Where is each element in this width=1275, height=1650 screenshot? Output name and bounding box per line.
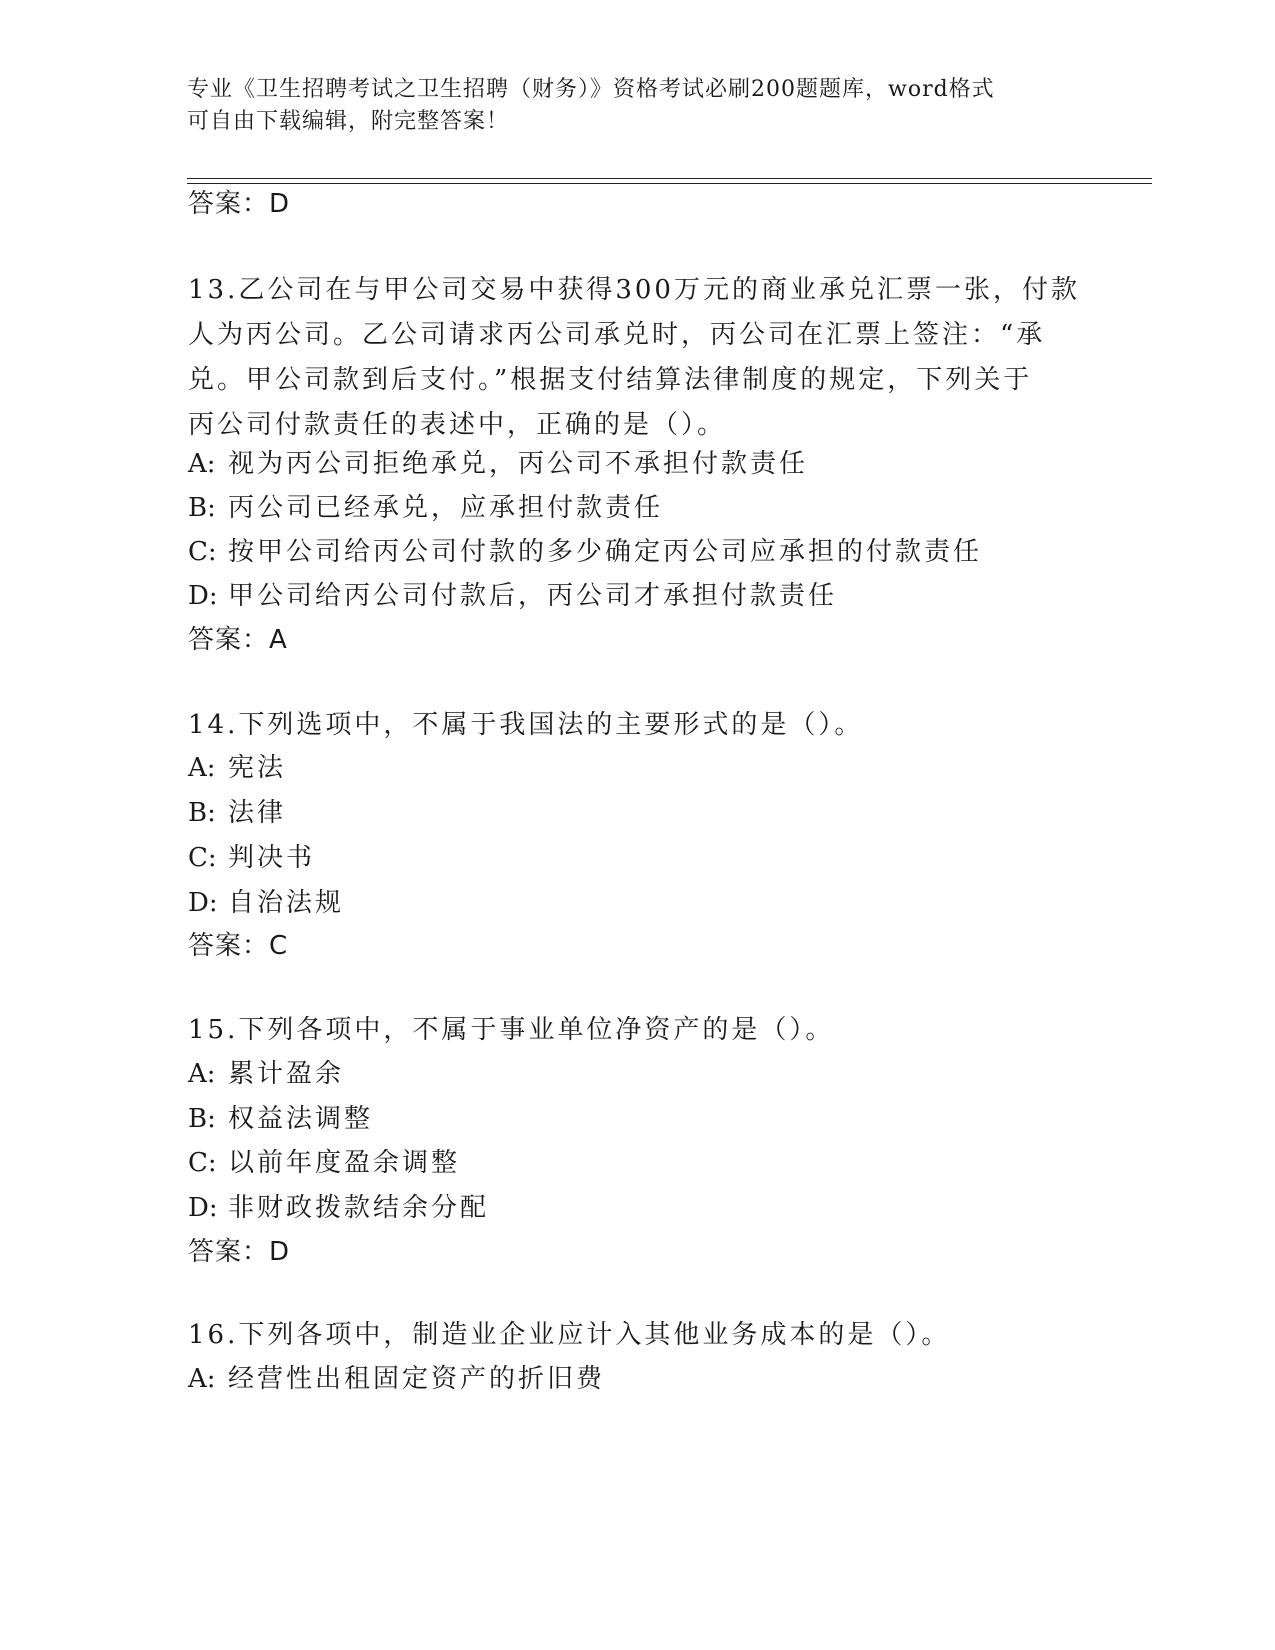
option-key: D: [188, 581, 218, 611]
question-15-stem [188, 1008, 1088, 1053]
question-13-line-3: 兑。甲公司款到后支付。”根据支付结算法律制度的规定，下列关于 [188, 365, 1033, 395]
question-14-stem [188, 703, 1088, 748]
header-divider-bottom [187, 183, 1152, 184]
option-key: A: [188, 449, 216, 479]
question-13-option-d [188, 578, 837, 614]
option-key: A: [188, 1364, 216, 1394]
option-key: C: [188, 537, 217, 567]
option-text: 以前年度盈余调整 [228, 1148, 461, 1178]
option-key: B: [188, 798, 216, 828]
question-13-answer: 答案：A [188, 625, 288, 655]
option-key: D: [188, 1193, 218, 1223]
option-key: B: [188, 1104, 216, 1134]
option-key: D: [188, 888, 218, 918]
option-text: 法律 [228, 798, 287, 828]
question-13-option-a [188, 446, 808, 482]
option-key: A: [188, 753, 216, 783]
option-text: 经营性出租固定资产的折旧费 [228, 1364, 606, 1394]
option-key: C: [188, 1148, 217, 1178]
question-14-answer: 答案：C [188, 931, 289, 961]
question-14-option-b [188, 795, 286, 831]
question-14-line-1: 14.下列选项中，不属于我国法的主要形式的是（）。 [188, 710, 864, 740]
question-14-option-d [188, 885, 344, 921]
header-line-2: 可自由下载编辑，附完整答案！ [187, 109, 510, 134]
question-16-stem [188, 1313, 1088, 1358]
option-text: 按甲公司给丙公司付款的多少确定丙公司应承担的付款责任 [228, 537, 983, 567]
question-13-line-4: 丙公司付款责任的表述中，正确的是（）。 [188, 410, 727, 440]
question-13-stem [188, 268, 1088, 448]
option-text: 视为丙公司拒绝承兑，丙公司不承担付款责任 [228, 449, 809, 479]
question-15-option-b [188, 1101, 373, 1137]
option-text: 判决书 [228, 843, 316, 873]
option-text: 宪法 [228, 753, 287, 783]
option-key: C: [188, 843, 217, 873]
question-13-line-1: 13.乙公司在与甲公司交易中获得300万元的商业承兑汇票一张，付款 [188, 275, 1080, 305]
option-text: 权益法调整 [228, 1104, 374, 1134]
question-15-option-a [188, 1056, 344, 1092]
question-14-option-c [188, 840, 315, 876]
question-13-option-c [188, 534, 982, 570]
question-13-option-b [188, 490, 663, 526]
option-text: 累计盈余 [228, 1059, 345, 1089]
question-15-option-d [188, 1190, 489, 1226]
option-key: B: [188, 493, 216, 523]
header-line-1: 专业《卫生招聘考试之卫生招聘（财务）》资格考试必刷200题题库，word格式 [187, 77, 995, 102]
question-16-option-a [188, 1361, 605, 1397]
question-16-line-1: 16.下列各项中，制造业企业应计入其他业务成本的是（）。 [188, 1320, 951, 1350]
document-header [187, 74, 1067, 138]
option-text: 非财政拨款结余分配 [228, 1193, 490, 1223]
option-text: 丙公司已经承兑，应承担付款责任 [228, 493, 664, 523]
question-13-line-2: 人为丙公司。乙公司请求丙公司承兑时，丙公司在汇票上签注：“承 [188, 320, 1046, 350]
previous-answer: 答案：D [188, 189, 291, 219]
question-15-option-c [188, 1145, 460, 1181]
option-text: 自治法规 [228, 888, 345, 918]
question-15-line-1: 15.下列各项中，不属于事业单位净资产的是（）。 [188, 1015, 835, 1045]
question-14-option-a [188, 750, 286, 786]
question-15-answer: 答案：D [188, 1237, 291, 1267]
option-key: A: [188, 1059, 216, 1089]
header-divider-top [187, 178, 1152, 179]
option-text: 甲公司给丙公司付款后，丙公司才承担付款责任 [228, 581, 838, 611]
